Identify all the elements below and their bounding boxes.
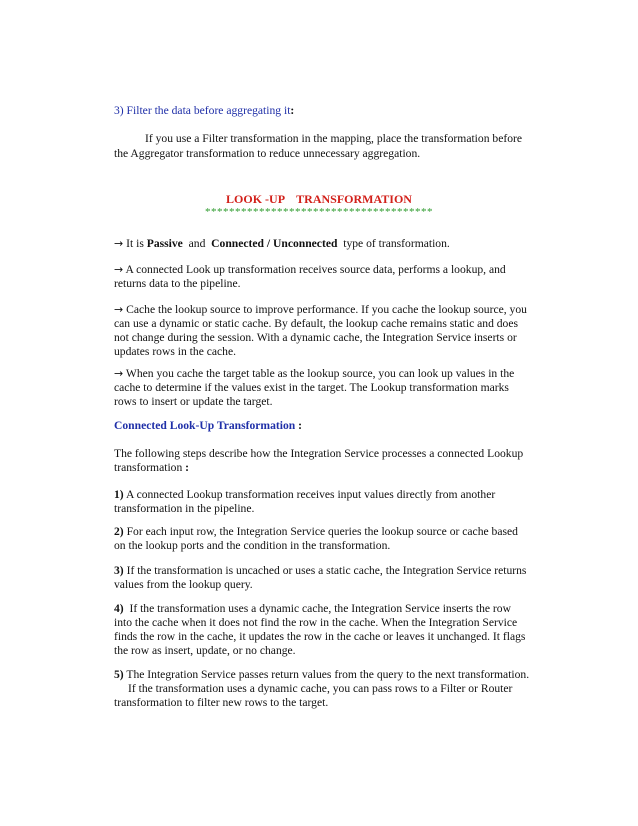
p1-pre: It is	[126, 237, 144, 250]
step-5-line-2: If the transformation uses a dynamic cache, you can pass rows to a Filter or Router	[128, 682, 513, 695]
step-2-line-1	[114, 524, 518, 539]
p1-and: and	[188, 237, 206, 250]
connected-intro-line-2	[114, 460, 189, 475]
p1-connected: Connected / Unconnected	[211, 237, 338, 250]
arrow-right-icon: →	[114, 367, 124, 380]
connected-intro-text-2: transformation	[114, 461, 183, 474]
section-3-heading	[114, 103, 294, 118]
step-3-line-2: values from the lookup query.	[114, 578, 253, 591]
step-5-line-1	[114, 667, 529, 682]
p4-text-1: When you cache the target table as the lookup source, you can look up values in the	[125, 367, 515, 380]
step-1-line-2: transformation in the pipeline.	[114, 502, 255, 515]
p3-text-1: Cache the lookup source to improve performance. If you cache the lookup source, you	[126, 303, 527, 316]
section-3-line-1: If you use a Filter transformation in the mapping, place the transformation before	[145, 132, 523, 145]
step-4-line-3: finds the row in the cache, it updates the row in the cache or leaves it unchanged. It flags	[114, 630, 526, 643]
step-2-text-1: For each input row, the Integration Service queries the lookup source or cache based	[126, 525, 518, 538]
lookup-title: LOOK -UP TRANSFORMATION	[226, 192, 412, 206]
step-5-number: 5)	[114, 668, 124, 681]
lookup-paragraph-3-line-3: not change during the session. With a dynamic cache, the Integration Service inserts or	[114, 331, 517, 344]
connected-intro-line-1: The following steps describe how the Integration Service processes a connected Lookup	[114, 447, 524, 460]
p2-text-1: A connected Look up transformation receives source data, performs a lookup, and	[125, 263, 506, 276]
step-4-line-2: into the cache when it does not find the row in the cache. When the Integration Service	[114, 616, 518, 629]
step-1-number: 1)	[114, 488, 124, 501]
lookup-paragraph-3-line-2: can use a dynamic or static cache. By default, the lookup cache remains static and does	[114, 317, 519, 330]
step-5-text-1: The Integration Service passes return values from the query to the next transformation.	[126, 668, 530, 681]
section-3-line-2: the Aggregator transformation to reduce unnecessary aggregation.	[114, 147, 421, 160]
p1-post: type of transformation.	[343, 237, 450, 250]
lookup-paragraph-2-line-2: returns data to the pipeline.	[114, 277, 241, 290]
lookup-paragraph-3-line-1	[114, 302, 527, 317]
step-3-line-1	[114, 563, 526, 578]
connected-lookup-heading	[114, 418, 302, 433]
step-4-number: 4)	[114, 602, 124, 615]
step-4-line-1	[114, 601, 511, 616]
connected-heading-colon: :	[298, 419, 302, 432]
step-5-line-3: transformation to filter new rows to the target.	[114, 696, 329, 709]
arrow-right-icon: →	[114, 263, 124, 276]
step-1-line-1	[114, 487, 495, 502]
lookup-paragraph-4-line-1	[114, 366, 514, 381]
lookup-paragraph-4-line-3: rows to insert or update the target.	[114, 395, 273, 408]
lookup-paragraph-4-line-2: cache to determine if the values exist in the target. The Lookup transformation marks	[114, 381, 509, 394]
lookup-paragraph-2-line-1	[114, 262, 506, 277]
arrow-right-icon: →	[114, 237, 124, 250]
step-2-number: 2)	[114, 525, 124, 538]
connected-heading-text: Connected Look-Up Transformation	[114, 419, 296, 432]
lookup-title-underline-stars: **************************************	[205, 206, 433, 218]
lookup-paragraph-3-line-4: updates rows in the cache.	[114, 345, 237, 358]
step-3-text-1: If the transformation is uncached or uses a static cache, the Integration Service returns	[126, 564, 527, 577]
step-4-text-1: If the transformation uses a dynamic cache, the Integration Service inserts the row	[129, 602, 511, 615]
connected-intro-colon: :	[185, 461, 190, 474]
arrow-right-icon: →	[114, 303, 124, 316]
p1-passive: Passive	[146, 237, 183, 250]
step-2-line-2: on the lookup ports and the condition in the transformation.	[114, 539, 391, 552]
section-3-heading-text: 3) Filter the data before aggregating it	[114, 104, 291, 117]
section-3-heading-colon: :	[290, 104, 295, 117]
lookup-paragraph-1	[114, 236, 450, 251]
step-4-line-4: the row as insert, update, or no change.	[114, 644, 296, 657]
step-3-number: 3)	[114, 564, 124, 577]
step-1-text-1: A connected Lookup transformation receives input values directly from another	[125, 488, 496, 501]
